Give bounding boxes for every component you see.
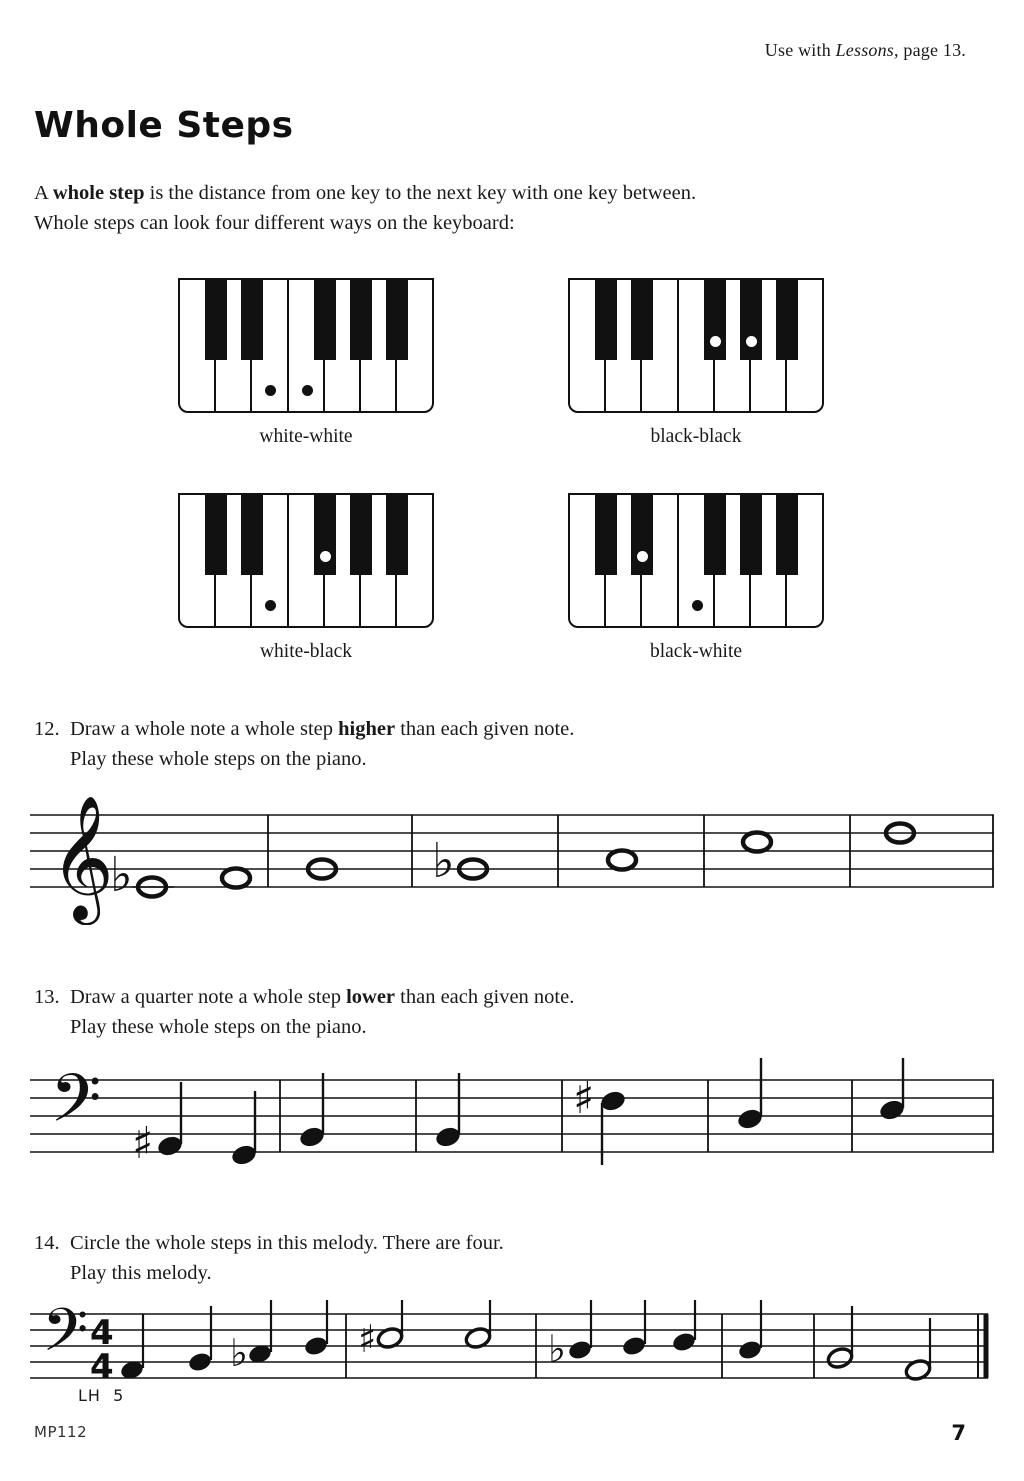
staff-exercise-14[interactable] xyxy=(28,1300,996,1410)
black-key xyxy=(350,280,372,360)
black-key xyxy=(241,495,263,575)
time-signature xyxy=(90,1313,114,1387)
exercise-text xyxy=(70,982,864,1042)
key-marker-dot xyxy=(692,600,703,611)
note-group xyxy=(110,847,174,903)
page-title: Whole Steps xyxy=(34,105,294,146)
header-italic: Lessons xyxy=(835,40,895,60)
key-marker-dot xyxy=(265,385,276,396)
black-key xyxy=(314,495,336,575)
exercise-line1-b: than each given note. xyxy=(395,718,575,740)
exercise-line2: Play this melody. xyxy=(70,1262,212,1284)
footer-code: MP112 xyxy=(34,1423,88,1441)
exercise-text xyxy=(70,1228,864,1288)
note-group xyxy=(132,1082,184,1169)
sharp-accidental-icon: ♯ xyxy=(358,1317,377,1361)
keyboard-diagram-white-white xyxy=(178,278,434,447)
key-marker-dot xyxy=(302,385,313,396)
intro-line1-b: is the distance from one key to the next key with one key between. xyxy=(144,182,697,204)
note-group xyxy=(736,1058,764,1131)
keyboard-graphic xyxy=(178,278,434,413)
header-suffix: , page 13. xyxy=(894,40,966,60)
keyboard-graphic xyxy=(568,278,824,413)
exercise-line1-bold: lower xyxy=(346,986,396,1008)
note-group xyxy=(187,1306,213,1373)
black-key xyxy=(631,495,653,575)
intro-paragraph xyxy=(34,178,864,238)
exercise-line1-a: Draw a whole note a whole step xyxy=(70,718,339,740)
black-key xyxy=(776,280,798,360)
black-key xyxy=(595,280,617,360)
intro-line1-a: A xyxy=(34,182,53,204)
note-group xyxy=(230,1300,273,1375)
key-marker-dot xyxy=(709,335,722,348)
black-key xyxy=(595,495,617,575)
note-group xyxy=(621,1300,647,1357)
intro-line1-bold: whole step xyxy=(52,182,145,204)
note-group xyxy=(298,1073,326,1149)
flat-accidental-icon: ♭ xyxy=(432,833,455,889)
exercise-12 xyxy=(34,714,864,774)
flat-accidental-icon: ♭ xyxy=(548,1327,566,1371)
key-marker-dot xyxy=(636,550,649,563)
note-group xyxy=(904,1318,932,1382)
keyboard-diagram-black-black xyxy=(568,278,824,447)
sharp-accidental-icon: ♯ xyxy=(132,1118,154,1169)
note-group xyxy=(434,1073,462,1149)
key-marker-dot xyxy=(265,600,276,611)
exercise-line1-b: than each given note. xyxy=(395,986,575,1008)
keyboard-label: black-white xyxy=(649,641,743,662)
black-key xyxy=(314,280,336,360)
key-marker-dot xyxy=(745,335,758,348)
exercise-13 xyxy=(34,982,864,1042)
staff-exercise-13[interactable] xyxy=(28,1058,996,1193)
black-key xyxy=(776,495,798,575)
whole-note xyxy=(743,833,771,852)
keyboard-graphic xyxy=(178,493,434,628)
exercise-number: 13. xyxy=(34,986,60,1008)
black-key xyxy=(241,280,263,360)
page-number: 7 xyxy=(951,1421,966,1445)
fingering-hand: LH xyxy=(78,1386,101,1405)
note-group xyxy=(303,1300,329,1357)
exercise-number: 12. xyxy=(34,718,60,740)
whole-note xyxy=(222,869,250,888)
keyboard-graphic xyxy=(568,493,824,628)
note-group xyxy=(119,1314,145,1381)
exercise-line1-a: Draw a quarter note a whole step xyxy=(70,986,347,1008)
black-key xyxy=(205,280,227,360)
black-key xyxy=(386,495,408,575)
exercise-14 xyxy=(34,1228,864,1288)
flat-accidental-icon: ♭ xyxy=(230,1331,248,1375)
keyboard-label: white-black xyxy=(259,641,353,662)
flat-accidental-icon: ♭ xyxy=(110,847,133,903)
whole-note xyxy=(608,851,636,870)
note-group xyxy=(464,1300,492,1350)
note-group xyxy=(230,1091,258,1167)
black-key xyxy=(740,495,762,575)
black-key xyxy=(631,280,653,360)
header-prefix: Use with xyxy=(764,40,836,60)
bass-clef-icon: 𝄢 xyxy=(42,1300,89,1379)
note-group xyxy=(548,1300,593,1371)
note-group xyxy=(432,833,487,889)
intro-line2: Whole steps can look four different ways on the keyboard: xyxy=(34,212,515,234)
fingering-finger: 5 xyxy=(113,1386,125,1405)
sharp-accidental-icon: ♯ xyxy=(573,1073,595,1124)
keyboard-label: black-black xyxy=(650,426,742,447)
fingering-indicator xyxy=(78,1386,124,1405)
exercise-line2: Play these whole steps on the piano. xyxy=(70,748,367,770)
exercise-line2: Play these whole steps on the piano. xyxy=(70,1016,367,1038)
key-marker-dot xyxy=(319,550,332,563)
note-group xyxy=(878,1058,906,1122)
exercise-number: 14. xyxy=(34,1232,60,1254)
exercise-line1-bold: higher xyxy=(338,718,396,740)
keyboard-diagram-black-white xyxy=(568,493,824,662)
black-key xyxy=(205,495,227,575)
bass-clef-icon: 𝄢 xyxy=(50,1060,102,1153)
staff-exercise-12[interactable] xyxy=(28,795,996,925)
black-key xyxy=(704,495,726,575)
black-key xyxy=(704,280,726,360)
note-group xyxy=(826,1306,854,1370)
page-header-note xyxy=(765,40,966,61)
black-key xyxy=(350,495,372,575)
time-signature-bottom: 4 xyxy=(90,1347,114,1387)
black-key xyxy=(740,280,762,360)
exercise-text xyxy=(70,714,864,774)
note-group xyxy=(573,1073,627,1165)
time-signature-top: 4 xyxy=(90,1313,114,1353)
keyboard-diagram-white-black xyxy=(178,493,434,662)
black-key xyxy=(386,280,408,360)
keyboard-label: white-white xyxy=(259,426,353,447)
treble-clef-icon: 𝄞 xyxy=(50,795,114,920)
exercise-line1-a: Circle the whole steps in this melody. There are four. xyxy=(70,1232,504,1254)
